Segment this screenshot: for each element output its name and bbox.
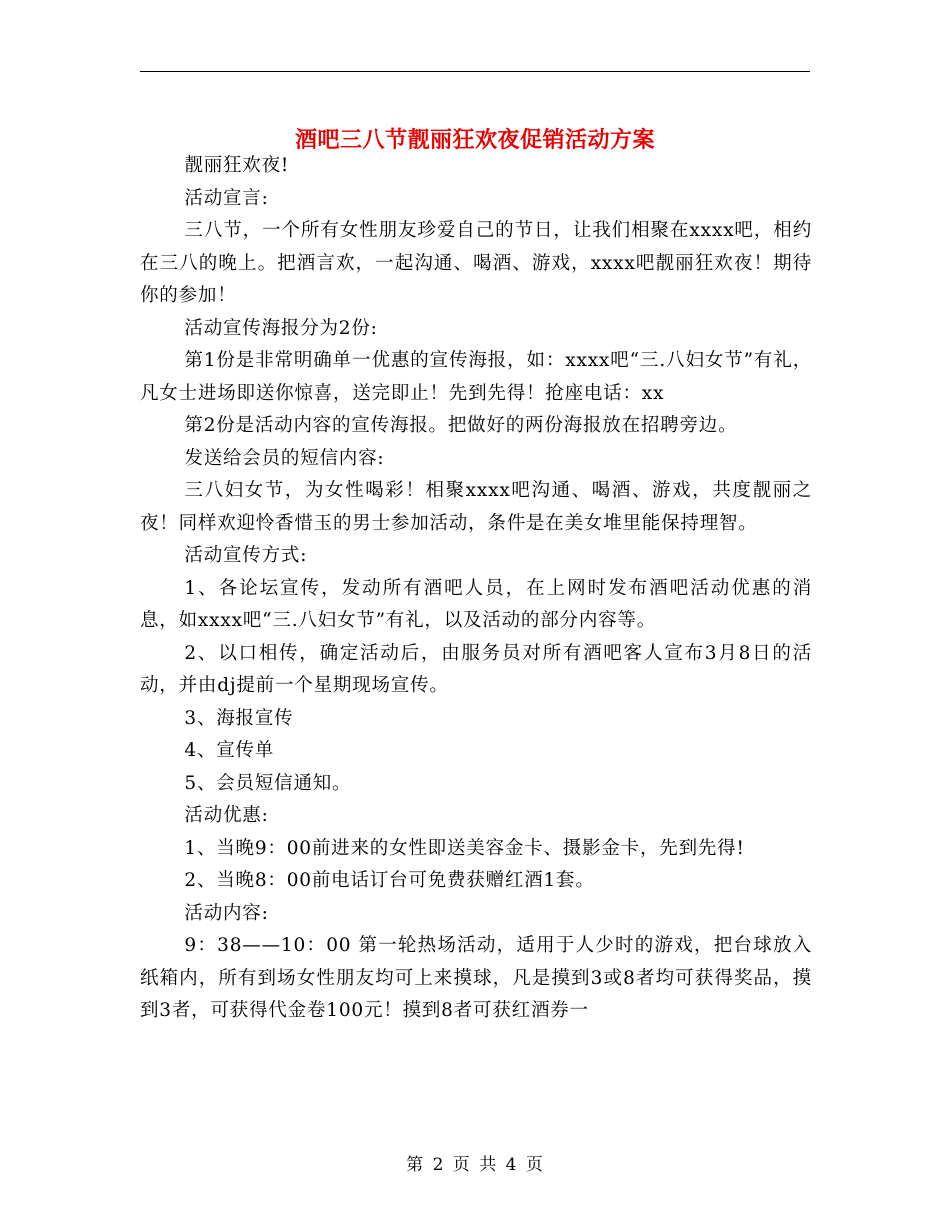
paragraph: 三八节，一个所有女性朋友珍爱自己的节日，让我们相聚在xxxx吧，相约在三八的晚上。把酒言欢，一起沟通、喝酒、游戏，xxxx吧靓丽狂欢夜！期待你的参加！ <box>140 220 812 306</box>
document-body <box>140 150 812 1028</box>
paragraph: 2、以口相传，确定活动后，由服务员对所有酒吧客人宣布3月8日的活动，并由dj提前一个星期现场宣传。 <box>140 642 812 696</box>
paragraph: 1、当晚9：00前进来的女性即送美容金卡、摄影金卡，先到先得! <box>184 837 745 859</box>
page-footer: 第 2 页 共 4 页 <box>406 1155 544 1175</box>
paragraph: 第1份是非常明确单一优惠的宣传海报，如：xxxx吧“三.八妇女节”有礼，凡女士进场即送你惊喜，送完即止！先到先得！抢座电话：xx <box>140 350 812 404</box>
paragraph: 5、会员短信通知。 <box>184 772 352 794</box>
paragraph: 活动宣言: <box>184 187 269 209</box>
paragraph: 活动宣传方式: <box>184 545 308 566</box>
paragraph: 活动优惠: <box>184 805 269 826</box>
document-title: 酒吧三八节靓丽狂欢夜促销活动方案 <box>294 126 655 153</box>
paragraph: 活动内容: <box>184 902 269 924</box>
paragraph: 9：38——10：00 第一轮热场活动，适用于人少时的游戏，把台球放入纸箱内，所有到场女性朋友均可上来摸球，凡是摸到3或8者均可获得奖品，摸到3者，可获得代金卷100元！摸到8者可获红酒券一 <box>140 935 812 1021</box>
paragraph: 靓丽狂欢夜! <box>184 155 290 176</box>
paragraph: 2、当晚8：00前电话订台可免费获赠红酒1套。 <box>184 870 595 891</box>
paragraph: 3、海报宣传 <box>184 707 294 729</box>
paragraph: 4、宣传单 <box>184 740 275 761</box>
paragraph: 三八妇女节，为女性喝彩！相聚xxxx吧沟通、喝酒、游戏，共度靓丽之夜！同样欢迎怜香惜玉的男士参加活动，条件是在美女堆里能保持理智。 <box>140 480 812 534</box>
paragraph: 第2份是活动内容的宣传海报。把做好的两份海报放在招聘旁边。 <box>184 415 738 436</box>
paragraph: 活动宣传海报分为2份: <box>184 317 378 339</box>
paragraph: 发送给会员的短信内容: <box>184 447 385 469</box>
header-rule <box>140 71 810 72</box>
paragraph: 1、各论坛宣传，发动所有酒吧人员，在上网时发布酒吧活动优惠的消息，如xxxx吧“三.八妇女节”有礼，以及活动的部分内容等。 <box>140 577 812 631</box>
